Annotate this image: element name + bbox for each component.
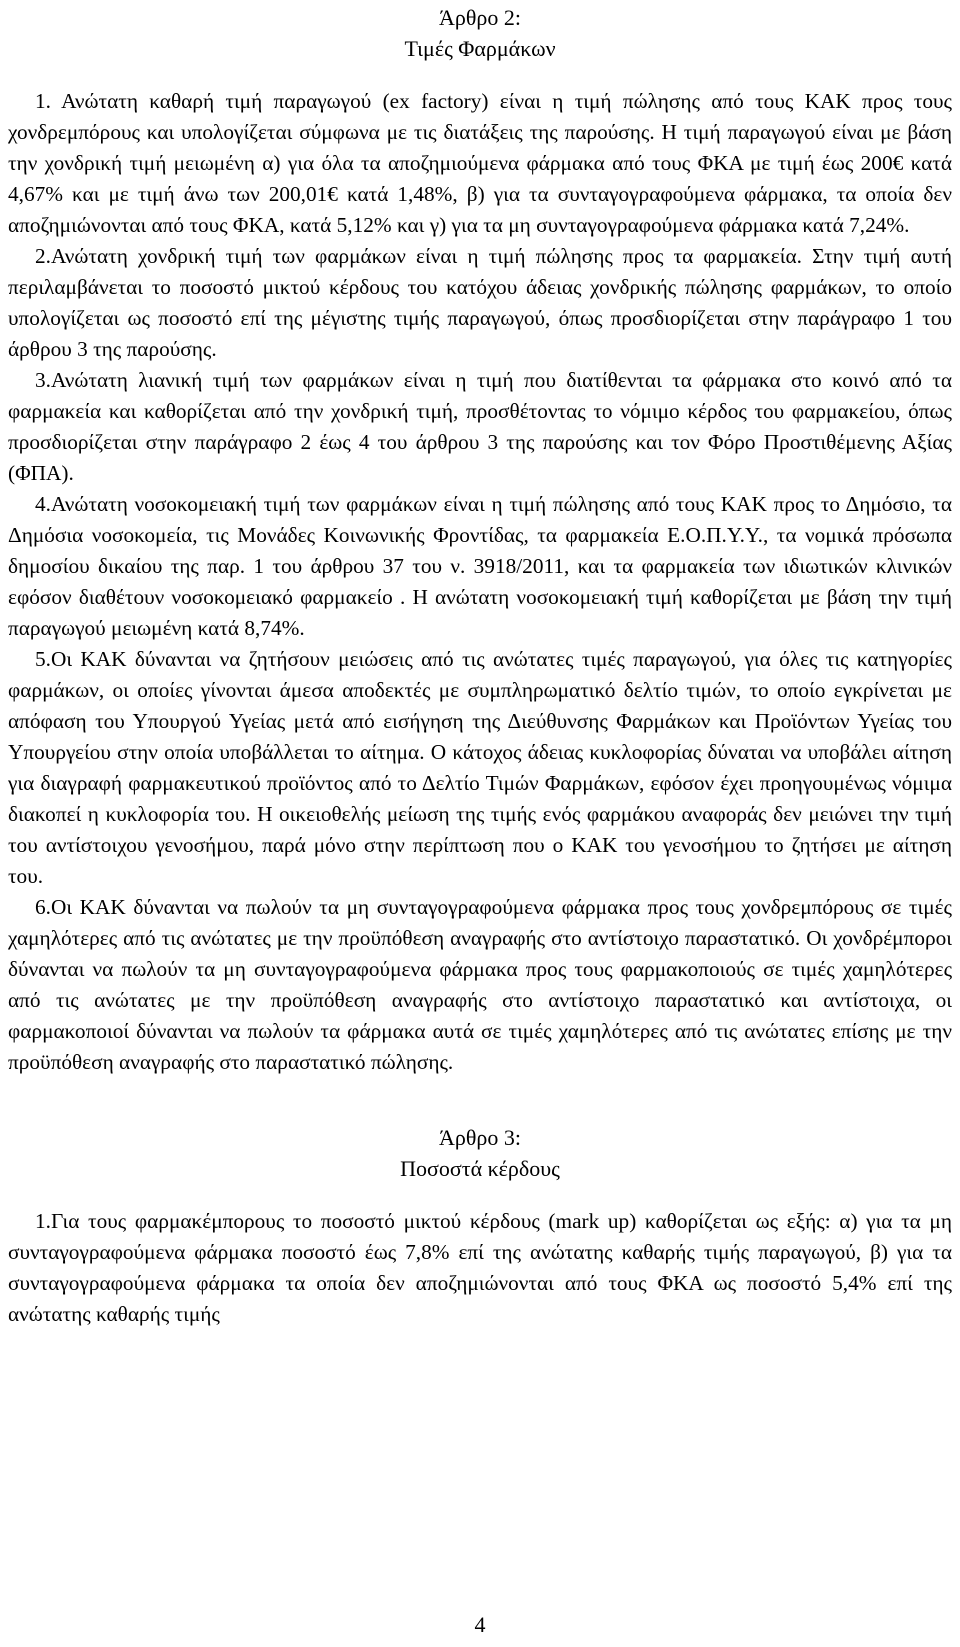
page-number: 4 — [474, 1612, 486, 1637]
article-2-paragraph-1: 1. Ανώτατη καθαρή τιμή παραγωγού (ex factory) είναι η τιμή πώλησης από τους ΚΑΚ προς τους χονδρεμπόρους και υπολογίζεται σύμφωνα με τις διατάξεις της παρούσης. Η τιμή παραγωγού είναι με βάση την χονδρική τιμή μειωμένη α) για όλα τα αποζημιούμενα φάρμακα από τους ΦΚΑ με τιμή έως 200€ κατά 4,67% και με τιμή άνω των 200,01€ κατά 1,48%, β) για τα συνταγογραφούμενα φάρμακα, τα οποία δεν αποζημιώνονται από τους ΦΚΑ, κατά 5,12% και γ) για τα μη συνταγογραφούμενα φάρμακα κατά 7,24%. — [8, 89, 952, 237]
article-2-number: Άρθρο 2: — [439, 5, 521, 30]
article-2-heading — [8, 2, 952, 64]
article-3-title: Ποσοστά κέρδους — [400, 1156, 560, 1181]
article-3-number: Άρθρο 3: — [439, 1125, 521, 1150]
article-3-paragraph-1: 1.Για τους φαρμακέμπορους το ποσοστό μικτού κέρδους (mark up) καθορίζεται ως εξής: α) για τα μη συνταγογραφούμενα φάρμακα ποσοστό έως 7,8% επί της ανώτατης καθαρής τιμής παραγωγού, β) για τα συνταγογραφούμενα φάρμακα τα οποία δεν αποζημιώνονται από τους ΦΚΑ ως ποσοστό 5,4% επί της ανώτατης καθαρής τιμής — [8, 1209, 952, 1326]
article-3-heading — [8, 1122, 952, 1184]
article-2-paragraph-5: 5.Οι ΚΑΚ δύνανται να ζητήσουν μειώσεις από τις ανώτατες τιμές παραγωγού, για όλες τις κατηγορίες φαρμάκων, οι οποίες γίνονται άμεσα αποδεκτές με συμπληρωματικό δελτίο τιμών, το οποίο εγκρίνεται με απόφαση του Υπουργού Υγείας μετά από εισήγηση της Διεύθυνσης Φαρμάκων και Προϊόντων Υγείας του Υπουργείου στην οποία υποβάλλεται το αίτημα. Ο κάτοχος άδειας κυκλοφορίας δύναται να υποβάλει αίτηση για διαγραφή φαρμακευτικού προϊόντος από το Δελτίο Τιμών Φαρμάκων, εφόσον έχει προηγουμένως νόμιμα διακοπεί η κυκλοφορία του. Η οικειοθελής μείωση της τιμής ενός φαρμάκου αναφοράς δεν μειώνει την τιμή του αντίστοιχου γενοσήμου, παρά μόνο στην περίπτωση που ο ΚΑΚ του γενοσήμου το ζητήσει με αίτηση του. — [8, 647, 952, 888]
article-2-paragraph-3: 3.Ανώτατη λιανική τιμή των φαρμάκων είναι η τιμή που διατίθενται τα φάρμακα στο κοινό από τα φαρμακεία και καθορίζεται από την χονδρική τιμή, προσθέτοντας το νόμιμο κέρδος του φαρμακείου, όπως προσδιορίζεται στην παράγραφο 2 έως 4 του άρθρου 3 της παρούσης και τον Φόρο Προστιθέμενης Αξίας (ΦΠΑ). — [8, 368, 952, 485]
article-2-paragraph-4: 4.Ανώτατη νοσοκομειακή τιμή των φαρμάκων είναι η τιμή πώλησης από τους ΚΑΚ προς το Δημόσιο, τα Δημόσια νοσοκομεία, τις Μονάδες Κοινωνικής Φροντίδας, τα φαρμακεία Ε.Ο.Π.Υ.Υ., τα νομικά πρόσωπα δημοσίου δικαίου της παρ. 1 του άρθρου 37 του ν. 3918/2011, και τα φαρμακεία των ιδιωτικών κλινικών εφόσον διαθέτουν νοσοκομειακό φαρμακείο . Η ανώτατη νοσοκομειακή τιμή καθορίζεται με βάση την τιμή παραγωγού μειωμένη κατά 8,74%. — [8, 492, 952, 640]
article-2-paragraph-2: 2.Ανώτατη χονδρική τιμή των φαρμάκων είναι η τιμή πώλησης προς τα φαρμακεία. Στην τιμή αυτή περιλαμβάνεται το ποσοστό μικτού κέρδους του κατόχου άδειας χονδρικής πώλησης φαρμάκων, το οποίο υπολογίζεται ως ποσοστό επί της μέγιστης τιμής παραγωγού, όπως προσδιορίζεται στην παράγραφο 1 του άρθρου 3 της παρούσης. — [8, 244, 952, 361]
article-3-body — [8, 1206, 952, 1330]
document-page — [8, 0, 952, 1647]
article-2-body — [8, 86, 952, 1078]
article-2-paragraph-6: 6.Οι ΚΑΚ δύνανται να πωλούν τα μη συνταγογραφούμενα φάρμακα προς τους χονδρεμπόρους σε τιμές χαμηλότερες από τις ανώτατες με την προϋπόθεση αναγραφής στο αντίστοιχο παραστατικό. Οι χονδρέμποροι δύνανται να πωλούν τα μη συνταγογραφούμενα φάρμακα προς τους φαρμακοποιούς σε τιμές χαμηλότερες από τις ανώτατες με την προϋπόθεση αναγραφής στο αντίστοιχο παραστατικό και αντίστοιχα, οι φαρμακοποιοί δύνανται να πωλούν τα φάρμακα αυτά σε τιμές χαμηλότερες από τις ανώτατες επίσης με την προϋπόθεση αναγραφής στο παραστατικό πώλησης. — [8, 895, 952, 1074]
article-2-title: Τιμές Φαρμάκων — [404, 36, 556, 61]
